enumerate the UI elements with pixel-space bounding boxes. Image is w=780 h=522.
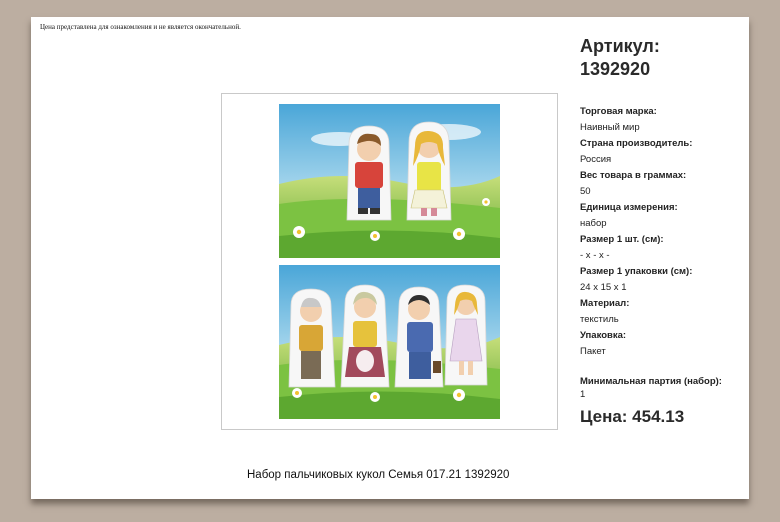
spec-value-country: Россия [580,154,612,165]
min-batch-label: Минимальная партия (набор): [580,376,722,387]
spec-value-unit: набор [580,218,607,229]
price: Цена: 454.13 [580,407,685,426]
spec-value-weight: 50 [580,186,591,197]
product-photo-panel-adults [279,265,500,419]
spec-value-brand: Наивный мир [580,122,640,133]
price-disclaimer: Цена представлена для ознакомления и не является окончательной. [40,23,241,31]
spec-value-packaging: Пакет [580,346,606,357]
product-photo-panel-children [279,104,500,258]
min-batch [580,375,748,401]
spec-label-unit: Единица измерения: [580,202,678,213]
min-batch-value: 1 [580,389,586,400]
product-sheet [31,17,749,499]
spec-label-material: Материал: [580,298,630,309]
article-number: 1392920 [580,59,651,79]
article-label: Артикул: [580,36,660,56]
spec-label-packaging: Упаковка: [580,330,627,341]
spec-value-item-size: - x - x - [580,250,610,261]
product-photo [221,93,558,430]
spec-value-package-size: 24 x 15 x 1 [580,282,627,293]
spec-label-country: Страна производитель: [580,138,693,149]
spec-label-package-size: Размер 1 упаковки (см): [580,266,693,277]
spec-value-material: текстиль [580,314,619,325]
spec-label-brand: Торговая марка: [580,106,657,117]
product-caption: Набор пальчиковых кукол Семья 017.21 1392920 [247,469,510,481]
spec-list [580,104,745,360]
spec-label-item-size: Размер 1 шт. (см): [580,234,664,245]
spec-label-weight: Вес товара в граммах: [580,170,687,181]
